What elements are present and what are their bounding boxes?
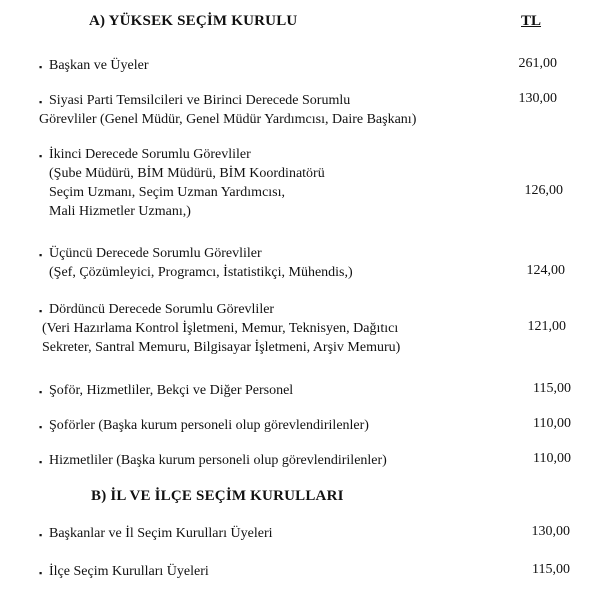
item-label: (Veri Hazırlama Kontrol İşletmeni, Memur, Teknisyen, Dağıtıcı bbox=[42, 321, 399, 336]
item-amount: 110,00 bbox=[533, 416, 571, 431]
item-amount: 115,00 bbox=[533, 381, 571, 396]
bullet-icon: ▪ bbox=[39, 530, 43, 540]
item-amount: 261,00 bbox=[518, 56, 557, 71]
item-amount: 110,00 bbox=[533, 451, 571, 466]
item-label: Başkan ve Üyeler bbox=[49, 58, 149, 73]
item-label: Seçim Uzmanı, Seçim Uzman Yardımcısı, bbox=[49, 185, 286, 200]
item-amount: 130,00 bbox=[518, 91, 557, 106]
item-label: Hizmetliler (Başka kurum personeli olup görevlendirilenler) bbox=[49, 453, 387, 468]
item-label: (Şube Müdürü, BİM Müdürü, BİM Koordinatörü bbox=[49, 166, 325, 181]
item-label: Sekreter, Santral Memuru, Bilgisayar İşletmeni, Arşiv Memuru) bbox=[42, 340, 401, 355]
bullet-icon: ▪ bbox=[39, 97, 43, 107]
item-label: İkinci Derecede Sorumlu Görevliler bbox=[49, 147, 251, 162]
currency-header: TL bbox=[521, 13, 542, 29]
bullet-icon: ▪ bbox=[39, 457, 43, 467]
item-label: Siyasi Parti Temsilcileri ve Birinci Derecede Sorumlu bbox=[49, 93, 351, 108]
item-label: Şoför, Hizmetliler, Bekçi ve Diğer Personel bbox=[49, 383, 294, 398]
item-label: Dördüncü Derecede Sorumlu Görevliler bbox=[49, 302, 275, 317]
bullet-icon: ▪ bbox=[39, 568, 43, 578]
item-label: (Şef, Çözümleyici, Programcı, İstatistikçi, Mühendis,) bbox=[49, 265, 353, 280]
item-label: Görevliler (Genel Müdür, Genel Müdür Yardımcısı, Daire Başkanı) bbox=[39, 112, 417, 127]
item-amount: 130,00 bbox=[531, 524, 570, 539]
bullet-icon: ▪ bbox=[39, 306, 43, 316]
item-amount: 121,00 bbox=[527, 319, 566, 334]
bullet-icon: ▪ bbox=[39, 422, 43, 432]
bullet-icon: ▪ bbox=[39, 387, 43, 397]
item-amount: 115,00 bbox=[532, 562, 570, 577]
section-b-title: B) İL VE İLÇE SEÇİM KURULLARI bbox=[91, 488, 344, 504]
item-amount: 126,00 bbox=[524, 183, 563, 198]
bullet-icon: ▪ bbox=[39, 151, 43, 161]
item-label: Üçüncü Derecede Sorumlu Görevliler bbox=[49, 246, 262, 261]
item-label: Mali Hizmetler Uzmanı,) bbox=[49, 204, 191, 219]
bullet-icon: ▪ bbox=[39, 250, 43, 260]
section-a-title: A) YÜKSEK SEÇİM KURULU bbox=[89, 13, 298, 29]
item-label: İlçe Seçim Kurulları Üyeleri bbox=[49, 564, 209, 579]
bullet-icon: ▪ bbox=[39, 62, 43, 72]
item-label: Şoförler (Başka kurum personeli olup görevlendirilenler) bbox=[49, 418, 369, 433]
item-label: Başkanlar ve İl Seçim Kurulları Üyeleri bbox=[49, 526, 273, 541]
item-amount: 124,00 bbox=[526, 263, 565, 278]
